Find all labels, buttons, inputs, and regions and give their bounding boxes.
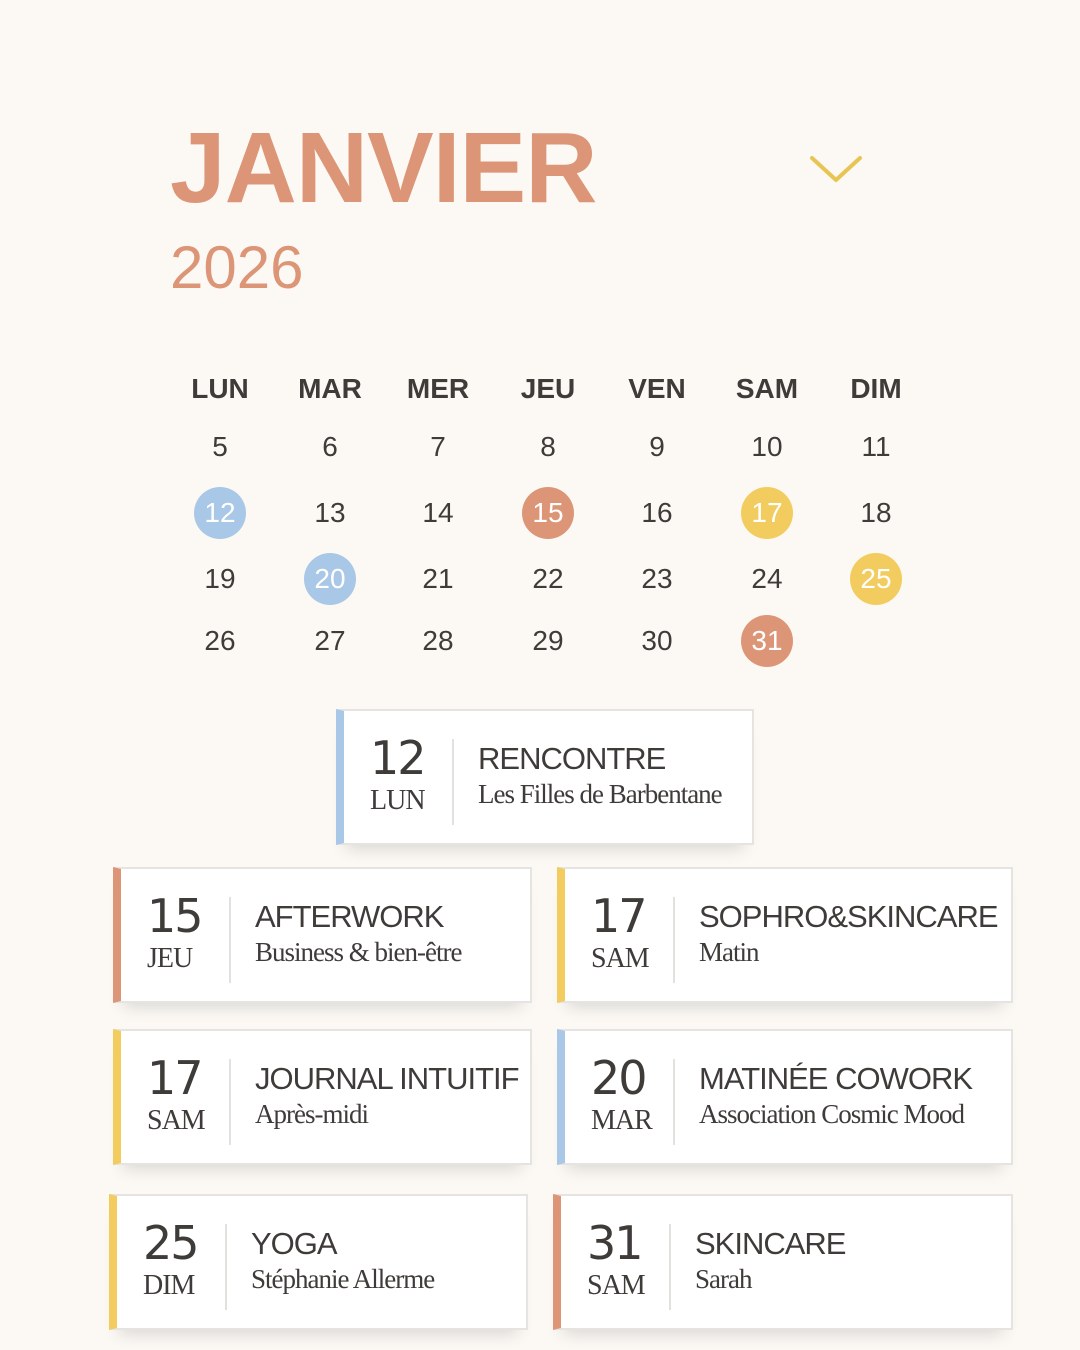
calendar-day[interactable]: 18 [860, 497, 892, 528]
event-card[interactable] [557, 867, 1013, 1003]
weekday-header: SAM [735, 373, 799, 404]
weekday-header: MER [406, 373, 470, 404]
event-title: AFTERWORK [255, 899, 444, 934]
event-card[interactable] [553, 1194, 1013, 1330]
event-subtitle: Business & bien-être [255, 937, 462, 967]
divider [673, 1059, 675, 1145]
event-weekday: SAM [587, 1270, 645, 1301]
event-subtitle: Matin [699, 937, 759, 967]
calendar-day[interactable]: 8 [540, 431, 556, 462]
event-weekday: LUN [370, 785, 425, 816]
event-title: SKINCARE [695, 1226, 846, 1261]
event-title: JOURNAL INTUITIF [255, 1061, 519, 1096]
divider [673, 897, 675, 983]
weekday-header: VEN [628, 373, 686, 404]
month-title: JANVIER [170, 112, 597, 224]
event-day: 17 [147, 1051, 202, 1105]
event-weekday: SAM [591, 943, 649, 974]
calendar-day[interactable]: 21 [422, 563, 454, 594]
calendar-day[interactable]: 7 [430, 431, 446, 462]
year-label: 2026 [170, 234, 304, 301]
event-card[interactable] [557, 1029, 1013, 1165]
calendar-day[interactable]: 11 [861, 431, 891, 462]
calendar-day-event[interactable]: 20 [304, 553, 356, 605]
calendar-day[interactable]: 10 [751, 431, 783, 462]
event-card[interactable] [109, 1194, 528, 1330]
divider [225, 1224, 227, 1310]
event-day: 31 [587, 1216, 642, 1270]
event-subtitle: Sarah [695, 1264, 752, 1294]
divider [669, 1224, 671, 1310]
event-subtitle: Les Filles de Barbentane [478, 779, 722, 809]
calendar-day[interactable]: 9 [649, 431, 665, 462]
event-day: 20 [591, 1051, 646, 1105]
divider [229, 1059, 231, 1145]
calendar-day[interactable]: 26 [204, 625, 236, 656]
calendar-day[interactable]: 14 [422, 497, 454, 528]
event-day: 25 [143, 1216, 198, 1270]
calendar-day[interactable]: 5 [212, 431, 228, 462]
calendar-day-event[interactable]: 17 [741, 487, 793, 539]
event-title: RENCONTRE [478, 741, 666, 776]
event-subtitle: Après-midi [255, 1099, 368, 1129]
calendar-day-event[interactable]: 15 [522, 487, 574, 539]
calendar-day[interactable]: 16 [641, 497, 673, 528]
event-subtitle: Association Cosmic Mood [699, 1099, 964, 1129]
event-subtitle: Stéphanie Allerme [251, 1264, 435, 1294]
calendar-day[interactable]: 24 [751, 563, 783, 594]
calendar-day[interactable]: 13 [314, 497, 346, 528]
calendar-day[interactable]: 23 [641, 563, 673, 594]
calendar-day[interactable]: 28 [422, 625, 454, 656]
divider [229, 897, 231, 983]
event-title: YOGA [251, 1226, 337, 1261]
event-card[interactable] [113, 867, 532, 1003]
event-weekday: MAR [591, 1105, 652, 1136]
calendar-day[interactable]: 27 [314, 625, 346, 656]
event-day: 12 [370, 731, 425, 785]
event-day: 15 [147, 889, 202, 943]
calendar-day[interactable]: 19 [204, 563, 236, 594]
event-card[interactable] [113, 1029, 532, 1165]
calendar-day[interactable]: 29 [532, 625, 564, 656]
event-title: SOPHRO&SKINCARE [699, 899, 998, 934]
weekday-header: DIM [850, 373, 902, 404]
event-weekday: SAM [147, 1105, 205, 1136]
chevron-down-icon[interactable] [808, 152, 864, 188]
weekday-header: JEU [520, 373, 576, 404]
event-card[interactable] [336, 709, 754, 845]
weekday-header: MAR [298, 373, 362, 404]
calendar-day[interactable]: 6 [322, 431, 338, 462]
calendar-day[interactable]: 30 [641, 625, 673, 656]
divider [452, 739, 454, 825]
calendar-day-event[interactable]: 31 [741, 615, 793, 667]
event-day: 17 [591, 889, 646, 943]
calendar-day[interactable]: 22 [532, 563, 564, 594]
weekday-header: LUN [191, 373, 249, 404]
event-weekday: JEU [147, 943, 193, 974]
calendar-day-event[interactable]: 12 [194, 487, 246, 539]
event-weekday: DIM [143, 1270, 195, 1301]
calendar-day-event[interactable]: 25 [850, 553, 902, 605]
event-title: MATINÉE COWORK [699, 1061, 973, 1096]
